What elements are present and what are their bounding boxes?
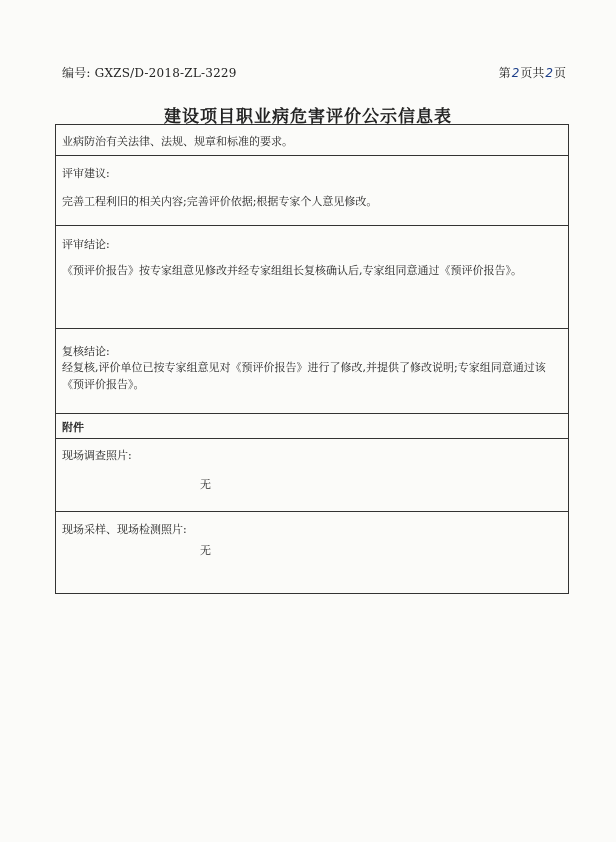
review-suggestion-section: [56, 156, 568, 226]
review-conclusion-label: 评审结论:: [62, 238, 110, 251]
page-suffix: 页: [553, 66, 566, 80]
attachment-heading: 附件: [62, 421, 84, 434]
review-conclusion-text: 《预评价报告》按专家组意见修改并经专家组组长复核确认后,专家组同意通过《预评价报告》。: [62, 264, 522, 277]
document-number: 编号: GXZS/D-2018-ZL-3229: [62, 66, 237, 80]
review-suggestion-text: 完善工程利旧的相关内容;完善评价依据;根据专家个人意见修改。: [62, 195, 378, 208]
page-indicator: [499, 64, 566, 81]
page-total-handwritten: 2: [545, 66, 553, 80]
site-survey-photo-section: [56, 439, 568, 512]
header-row: [62, 64, 566, 82]
site-survey-photo-value: 无: [200, 478, 211, 491]
form-title: 建设项目职业病危害评价公示信息表: [164, 107, 452, 127]
sampling-photo-value: 无: [200, 544, 211, 557]
page-current-handwritten: 2: [511, 66, 520, 80]
site-survey-photo-label: 现场调查照片:: [62, 449, 132, 462]
sampling-photo-label: 现场采样、现场检测照片:: [62, 523, 187, 536]
law-compliance-text: 业病防治有关法律、法规、规章和标准的要求。: [62, 135, 293, 148]
recheck-conclusion-label: 复核结论:: [62, 345, 110, 358]
recheck-conclusion-text: 经复核,评价单位已按专家组意见对《预评价报告》进行了修改,并提供了修改说明;专家组同意通过该《预评价报告》。: [62, 361, 546, 391]
page-middle: 页共: [520, 66, 545, 80]
review-conclusion-section: [56, 226, 568, 329]
attachment-section: [56, 414, 568, 439]
info-table: [55, 124, 569, 594]
recheck-conclusion-section: [56, 329, 568, 414]
review-suggestion-label: 评审建议:: [62, 167, 110, 180]
page-prefix: 第: [498, 66, 511, 80]
law-compliance-section: [56, 125, 568, 156]
sampling-photo-section: [56, 512, 568, 593]
